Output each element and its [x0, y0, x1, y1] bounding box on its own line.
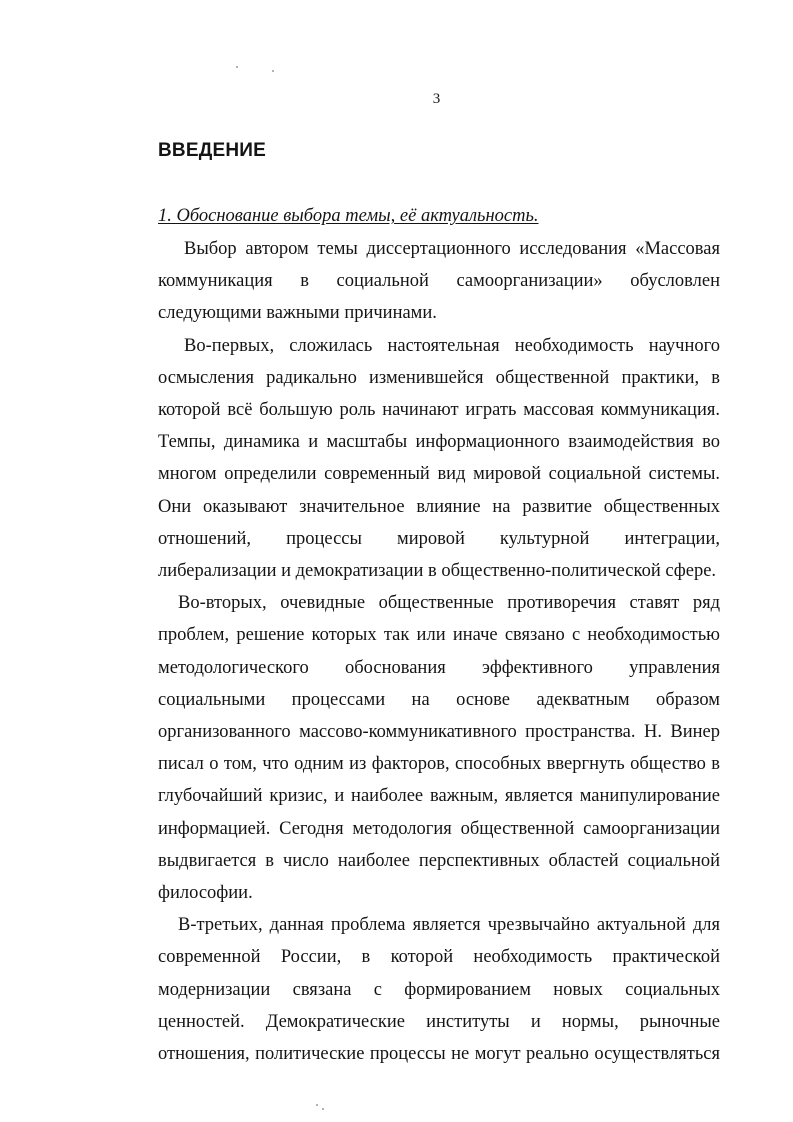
text-line: Темпы, динамика и масштабы информационного взаимодействия во: [158, 432, 720, 453]
scan-speck: [316, 1104, 318, 1106]
scan-speck: [272, 70, 274, 72]
text-line: коммуникация в социальной самоорганизации» обусловлен: [158, 271, 720, 292]
text-line: отношения, политические процессы не могут реально осуществляться: [158, 1044, 720, 1065]
text-line: социальными процессами на основе адекватным образом: [158, 689, 720, 710]
text-line: писал о том, что одним из факторов, способных ввергнуть общество в: [158, 754, 720, 775]
text-line: Выбор автором темы диссертационного исследования «Массовая: [184, 239, 720, 259]
text-line: организованного массово-коммуникативного пространства. Н. Винер: [158, 722, 720, 743]
body-text: [158, 233, 720, 1070]
text-line: которой всё большую роль начинают играть массовая коммуникация.: [158, 400, 720, 421]
paragraph-2: [158, 330, 720, 588]
text-line: Они оказывают значительное влияние на развитие общественных: [158, 496, 720, 517]
text-line: информацией. Сегодня методология общественной самоорганизации: [158, 818, 720, 839]
scan-speck: [236, 66, 238, 68]
text-line: современной России, в которой необходимость практической: [158, 947, 720, 968]
text-line: либерализации и демократизации в общественно-политической сфере.: [158, 561, 717, 582]
section-title: 1. Обоснование выбора темы, её актуальность.: [158, 206, 539, 226]
text-line: осмысления радикально изменившейся общественной практики, в: [158, 367, 720, 388]
paragraph-4: [158, 909, 720, 1070]
paragraph-3: [158, 587, 720, 909]
text-line: модернизации связана с формированием новых социальных: [158, 979, 720, 1000]
text-line: отношений, процессы мировой культурной интеграции,: [158, 528, 720, 549]
text-line: ценностей. Демократические институты и нормы, рыночные: [158, 1011, 720, 1032]
text-line: проблем, решение которых так или иначе связано с необходимостью: [158, 625, 720, 646]
page-title: ВВЕДЕНИЕ: [158, 140, 266, 161]
page-number: 3: [432, 91, 441, 107]
text-line: Во-первых, сложилась настоятельная необходимость научного: [184, 335, 720, 356]
text-line: следующими важными причинами.: [158, 303, 437, 324]
text-line: методологического обоснования эффективного управления: [158, 657, 720, 678]
scan-speck: [322, 1108, 324, 1110]
paragraph-1: [158, 233, 720, 330]
text-line: глубочайший кризис, и наиболее важным, является манипулирование: [158, 786, 720, 807]
text-line: Во-вторых, очевидные общественные противоречия ставят ряд: [178, 593, 720, 614]
text-line: В-третьих, данная проблема является чрезвычайно актуальной для: [178, 915, 720, 936]
text-line: философии.: [158, 883, 253, 904]
text-line: выдвигается в число наиболее перспективных областей социальной: [158, 850, 720, 871]
text-line: многом определили современный вид мировой социальной системы.: [158, 464, 720, 485]
